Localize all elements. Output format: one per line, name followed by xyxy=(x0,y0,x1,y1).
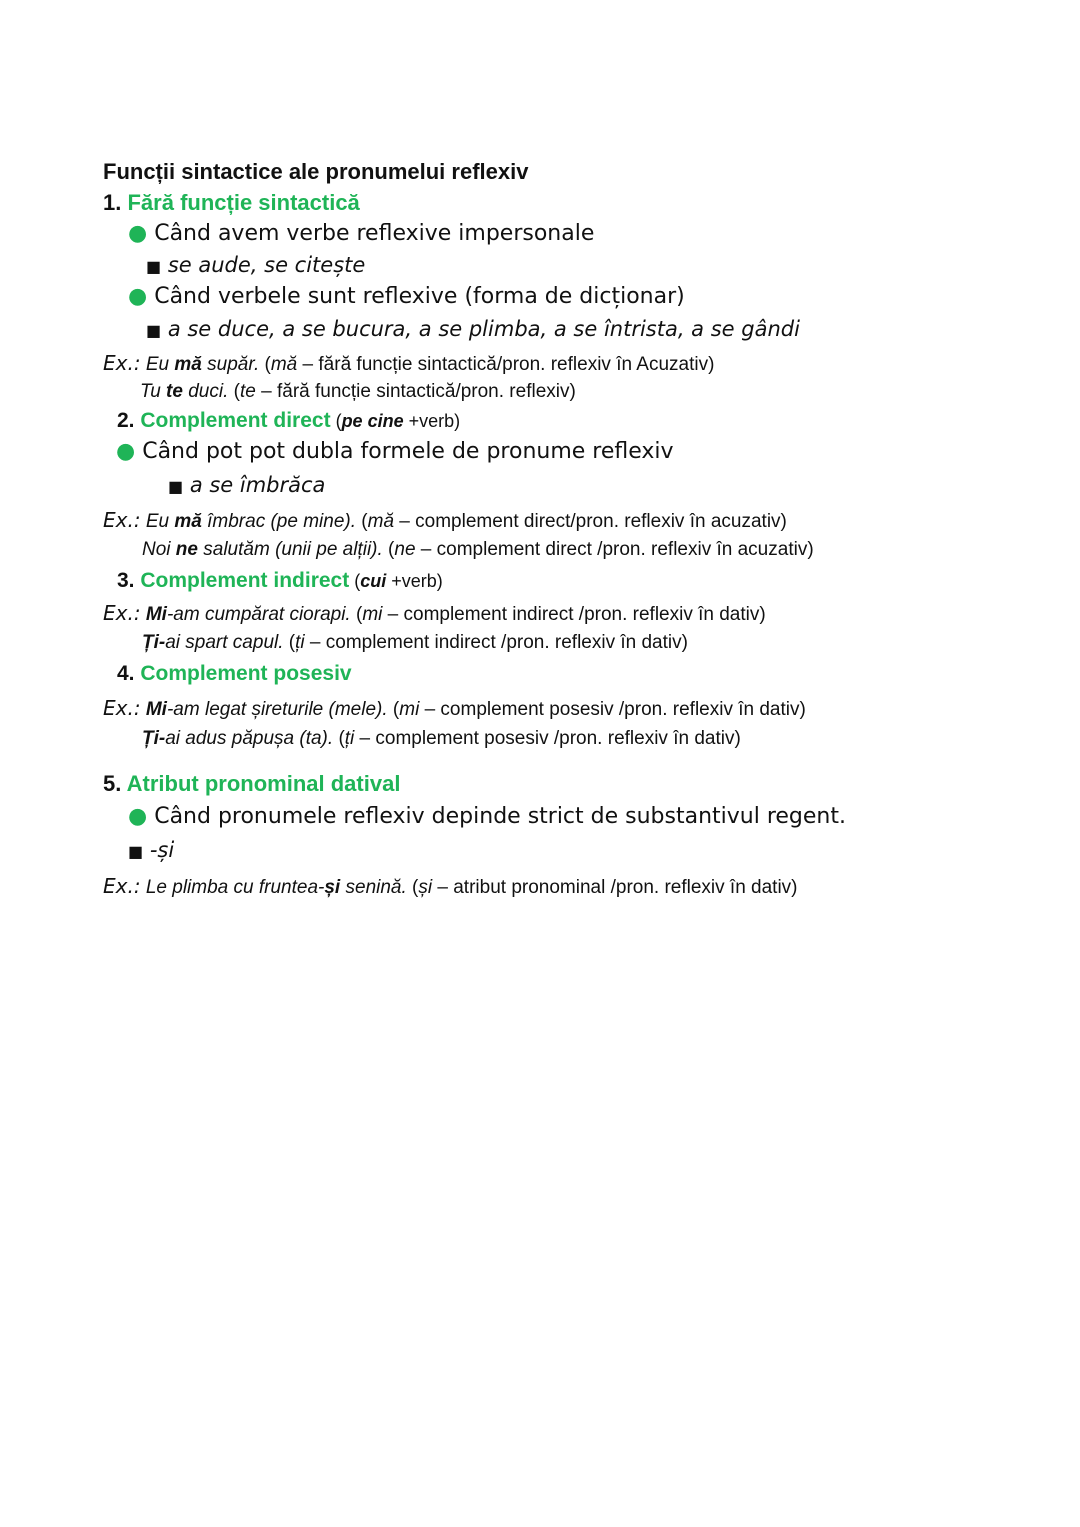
square-bullet-icon: ■ xyxy=(146,257,162,276)
section-title: Atribut pronominal datival xyxy=(126,771,401,796)
section-title: Complement direct xyxy=(140,409,331,432)
example-line: Ex.: Mi-am cumpărat ciorapi. (mi – complement indirect /pron. reflexiv în dativ) xyxy=(103,601,766,625)
example-label: Ex.: xyxy=(103,696,141,720)
bullet-dot-icon: ● xyxy=(116,439,136,464)
example-label: Ex.: xyxy=(103,601,141,625)
section-5-heading xyxy=(103,773,400,795)
section-title: Fără funcție sintactică xyxy=(127,190,360,215)
sub-bullet-item: ■ a se îmbrăca xyxy=(168,473,326,497)
example-line: Ex.: Le plimba cu fruntea-și senină. (și – atribut pronominal /pron. reflexiv în dativ) xyxy=(103,874,798,898)
section-2-heading: 2. Complement direct (pe cine +verb) xyxy=(117,409,461,432)
sub-bullet-item: ■ se aude, se citește xyxy=(146,253,366,277)
example-label: Ex.: xyxy=(103,508,141,532)
example-label: Ex.: xyxy=(103,874,141,898)
section-3-heading: 3. Complement indirect (cui +verb) xyxy=(117,569,443,592)
section-number: 3. xyxy=(117,569,135,592)
bullet-dot-icon: ● xyxy=(128,284,148,309)
bullet-item: ● Când pronumele reflexiv depinde strict de substantivul regent. xyxy=(128,804,846,829)
example-label: Ex.: xyxy=(103,351,141,375)
example-line: Noi ne salutăm (unii pe alții). (ne – complement direct /pron. reflexiv în acuzativ) xyxy=(142,539,814,560)
section-4-heading xyxy=(117,663,352,684)
section-number: 4. xyxy=(117,662,135,685)
section-number: 2. xyxy=(117,409,135,432)
section-number: 5. xyxy=(103,771,122,796)
example-line: Ți-ai spart capul. (ți – complement indirect /pron. reflexiv în dativ) xyxy=(142,632,688,653)
example-line: Ți-ai adus păpușa (ta). (ți – complement posesiv /pron. reflexiv în dativ) xyxy=(142,728,741,749)
square-bullet-icon: ■ xyxy=(168,477,184,496)
example-line: Tu te duci. (te – fără funcție sintactică/pron. reflexiv) xyxy=(140,381,576,402)
bullet-item: ● Când verbele sunt reflexive (forma de dicționar) xyxy=(128,284,685,309)
example-line: Ex.: Eu mă îmbrac (pe mine). (mă – complement direct/pron. reflexiv în acuzativ) xyxy=(103,508,787,532)
bullet-item: ● Când avem verbe reflexive impersonale xyxy=(128,221,595,246)
page-title: Funcții sintactice ale pronumelui reflexiv xyxy=(103,159,529,184)
square-bullet-icon: ■ xyxy=(146,321,162,340)
bullet-item: ● Când pot pot dubla formele de pronume reflexiv xyxy=(116,439,674,464)
bullet-dot-icon: ● xyxy=(128,221,148,246)
section-1-heading xyxy=(103,192,360,214)
section-title: Complement posesiv xyxy=(140,662,352,685)
sub-bullet-item: ■ a se duce, a se bucura, a se plimba, a se întrista, a se gândi xyxy=(146,317,800,341)
example-line: Ex.: Eu mă supăr. (mă – fără funcție sintactică/pron. reflexiv în Acuzativ) xyxy=(103,351,715,375)
section-number: 1. xyxy=(103,190,122,215)
sub-bullet-item: ■ -și xyxy=(128,838,175,862)
section-title: Complement indirect xyxy=(140,569,350,592)
square-bullet-icon: ■ xyxy=(128,842,144,861)
example-line: Ex.: Mi-am legat șireturile (mele). (mi – complement posesiv /pron. reflexiv în dativ) xyxy=(103,696,806,720)
bullet-dot-icon: ● xyxy=(128,804,148,829)
